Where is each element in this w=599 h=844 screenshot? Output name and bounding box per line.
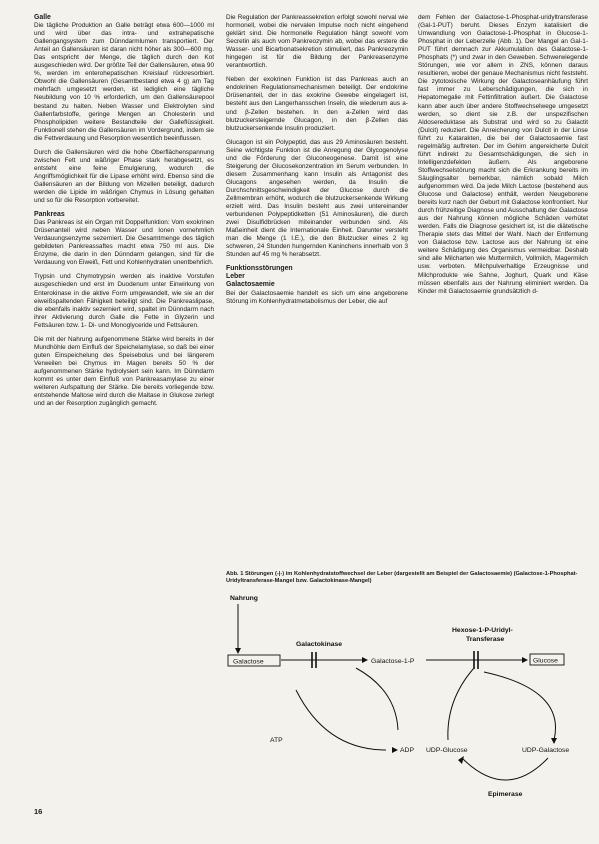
col3-paragraph: dem Fehlen der Galactose-1-Phosphat-uridyltransferase (Gal-1-PUT) beruht. Dieses Enzym katalisiert die Umwandlung von Galactose-1-Phosphat in Glucose-1-Phosphat in der Leberzelle (Abb. 1). Der Mangel an Gal-1-PUT führt demnach zur Akkumulation des Galactose-1-Phosphats (*) und zwar in den Geweben. Schwerwiegende Störungen, wie vor allem in ZNS, können daraus resultieren, wobei der genaue Mechanismus nicht feststeht. Die zytotoxische Wirkung der Galactoseanhäufung führt fast immer zu Leberschädigungen, die sich in Hepatomegalie mit Fettinfiltration äußert. Die Galactose kann aber auch über andere Stoffwechselwege umgesetzt werden, so dient sie z.B. der unspezifischen Aldosereduktase als Substrat und wird so zu Galactit (Dulcit) reduziert. Die Anreicherung von Dulcit in der Linse führt zu Katarakten, die bei der Galactosaemie fast regelmäßig auftreten. Der im Gehirn angereicherte Dulcit führt indirekt zu Gesamtschädigungen, die sich in Intelligenzdefekten äußern. Als angeborene Stoffwechselstörung macht sich die Erkrankung bereits im Säuglingsalter bemerkbar, nämlich sobald Milch aufgenommen wird. Da jede Milch Lactose (bestehend aus Glucose und Galactose) enthält, werden Neugeborene bereits kurz nach der Geburt mit Galactose konfrontiert. Nur durch frühzeitige Diagnose und Ausschaltung der Galactose aus der Nahrung können mögliche Schäden verhütet werden. Falls die Diagnose gesichert ist, ist die diätetische Therapie stets das Mittel der Wahl. Nach der Entfernung von Galactose bzw. Lactose aus der Nahrung ist eine weitere Schädigung des Organismus vermeidbar. Deshalb sind alle Milcharten wie Muttermilch, Vollmilch, Magermilch usw. verboten. Milchpulverhaltige Erzeugnisse und Milchprodukte wie Sahne, Joghurt, Quark und Käse müssen ebenfalls aus der Nahrung eliminiert werden. Da Kinder mit Galactosaemie grundsätzlich d- bbox=[418, 14, 588, 295]
arc-udp-glucose-top bbox=[448, 668, 474, 740]
text-column-1 bbox=[34, 14, 214, 414]
diagram-label-transferase-2: Transferase bbox=[466, 636, 505, 643]
arrowhead-g1p bbox=[362, 657, 368, 663]
diagram-label-udp-galactose: UDP-Galactose bbox=[522, 747, 570, 754]
col1-paragraph: Die mit der Nahrung aufgenommene Stärke wird bereits in der Mundhöhle dem Einfluß der Speichelamylase, so daß bei einer guten Einspeichelung des Speisebolus und bei längerem Verweilen bei Chymus im Magen bereits 50 % der aufgenommenen Stärke hydrolysiert sein kann. Im Dünndarm kommt es unter dem Einfluß von Pankreasamylase zu einer weiteren Aufspaltung der Stärke. Die bereits vorliegende bzw. entstehende Maltose wird durch die Maltase in Glukose zerlegt und an der Resorption zugänglich gemacht. bbox=[34, 335, 214, 408]
diagram-label-galactose-1-p: Galactose-1-P bbox=[371, 658, 415, 665]
arc-upper-left bbox=[356, 668, 398, 730]
arc-atp-adp bbox=[296, 690, 386, 750]
col2-heading: Funktionsstörungen bbox=[226, 265, 293, 273]
col2-paragraph: Bei der Galactosaemie handelt es sich um eine angeborene Störung im Kohlenhydratmetabolismus der Leber, die auf bbox=[226, 289, 408, 305]
col2-paragraph: Neben der exokrinen Funktion ist das Pankreas auch an endokrinen Regulationsmechanismen beteiligt. Der endokrine Drüsenanteil, der in das exokrine Gewebe eingelagert ist, besteht aus den Langerhansschen Inseln, die wiederum aus a- und β-Zellen bestehen. In den a-Zellen wird das blutzuckersteigernde Glucagon, in den β-Zellen das blutzuckersenkende Insulin produziert. bbox=[226, 76, 408, 132]
col1-paragraph: Trypsin und Chymotrypsin werden als inaktive Vorstufen ausgeschieden und erst im Duodenum unter Einwirkung von Enterokinase in die aktive Form umgewandelt, wie sie an der eiweißspaltenden Fähigkeit beteiligt sind. Die Pankreaslipase, die ebenfalls inaktiv sezerniert wird, spaltet im Dünndarm nach ihrer Aktivierung durch Galle die Fette in Glyzerin und Fettsäuren bzw. 1- Di- und Monoglyceride und Fettsäuren. bbox=[34, 273, 214, 329]
arrowhead-udpgal bbox=[551, 738, 557, 744]
arc-epimerase bbox=[462, 758, 548, 780]
diagram-label-atp: ATP bbox=[270, 737, 283, 744]
figure-caption: Abb. 1 Störungen (-|-) im Kohlenhydratstoffwechsel der Leber (dargestellt am Beispiel der Galactosaemie) (Galactose-1-Phosphat-Uridyltransferase-Mangel bzw. Galactokinase-Mangel) bbox=[226, 571, 578, 585]
col2-heading: Galactosaemie bbox=[226, 281, 275, 289]
diagram-label-epimerase: Epimerase bbox=[488, 791, 523, 798]
diagram-label-galactose: Galactose bbox=[233, 658, 264, 666]
arrowhead-adp bbox=[392, 747, 398, 753]
col1-paragraph: Das Pankreas ist ein Organ mit Doppelfunktion: Vom exokrinen Drüsenanteil wird neben Wasser und Ionen vornehmlich Verdauungsenzyme sezerniert. Die Gesamtmenge des täglich gebildeten Pankreassaftes macht etwa 750 ml aus. Die Enzyme, die darin in den Dünndarm gelangen, sind für die Verdauung von Eiweiß, Fett und Kohlenhydraten unentbehrlich. bbox=[34, 219, 214, 267]
diagram-label-nahrung: Nahrung bbox=[230, 595, 258, 602]
text-column-3 bbox=[418, 14, 588, 302]
diagram-label-transferase-1: Hexose-1-P-Uridyl- bbox=[452, 627, 513, 634]
page-number: 16 bbox=[34, 807, 43, 816]
text-column-2 bbox=[226, 14, 408, 312]
col1-heading: Galle bbox=[34, 14, 51, 21]
arc-cycle-right bbox=[484, 672, 556, 740]
col2-paragraph: Die Regulation der Pankreassekretion erfolgt sowohl nerval wie hormonell, wobei die nervalen Impulse noch nicht eingehend geklärt sind. Die hormonelle Regulation hängt sowohl vom Secretin als auch vom Pankreozymin ab, wobei das erstere die Wasser- und Bicarbonatsekretion stimuliert, das Pankreozymin hingegen ist für die Bildung der Pankreasenzyme verantwortlich. bbox=[226, 14, 408, 70]
col2-heading: Leber bbox=[226, 273, 245, 281]
col1-paragraph: Die tägliche Produktion an Galle beträgt etwa 600—1000 ml und wird über das intra- und extrahepatische Gallengangsystem zum Dünndarmlumen transportiert. Der Anteil an Gallensäuren ist daran nicht höher als 300—600 mg. Das entspricht der Menge, die täglich durch den Kot ausgeschieden wird. Der größte Teil der Gallensäuren, etwa 90 %, werden im enterohepatischen Kreislauf rückresorbiert. Obwohl die Gallensäuren (Gesamtbestand etwa 4 g) am Tag mehrfach umgesetzt werden, ist lediglich eine tägliche Neubildung von 10 % erforderlich, um den Gallensäurepool bestand zu halten. Neben Wasser und Elektrolyten sind Gallenfarbstoffe, geringe Mengen an Cholesterin und Phospholipiden weitere Bestandteile der Galleflüssigkeit. Funktionell stehen die Gallensäuren im Vordergrund, indem sie die Fettverdauung und Resorption wesentlich beeinflussen. bbox=[34, 22, 214, 142]
diagram-label-adp: ADP bbox=[400, 747, 414, 754]
arrowhead-nahrung bbox=[235, 648, 241, 654]
col1-heading: Pankreas bbox=[34, 211, 65, 219]
col2-paragraph: Glucagon ist ein Polypeptid, das aus 29 Aminosäuren besteht. Seine wichtigste Funktion ist die Anregung der Glycogenolyse und die Förderung der Gluconeogenese. Damit ist eine Steigerung der Glucosekonzentration im Serum verbunden. In diesem Zusammenhang kann Insulin als Antagonist des Glucagons angesehen werden, da Insulin die Durchschnittsgeschwindigkeit der Glucose durch die Zellmembran erhöht, wodurch die blutzuckersenkende Wirkung erzielt wird. Das Insulin besteht aus zwei untereinander verbundenen Polypeptidketten (51 Aminosäuren), die durch zwei Disulfidbrücken miteinander verbunden sind. Als Maßeinheit dient die Internationale Einheit. Darunter versteht man die Menge (1 I.E.), die den Blutzucker eines 2 kg schweren, 24 Stunden hungernden Kaninchens innerhalb von 3 Stunden auf 45 mg % herabsetzt. bbox=[226, 138, 408, 259]
diagram-label-glucose: Glucose bbox=[533, 657, 558, 665]
col1-paragraph: Durch die Gallensäuren wird die hohe Oberflächenspannung zwischen Fett und wäßriger Phase stark herabgesetzt, es entsteht eine feine Emulgierung, wodurch die Angriffsmöglichkeit für die Lipase erhöht wird. Ebenso sind die Gallensäuren an der Bildung von Mizellen beteiligt, dadurch werden die Lipide im wäßrigen Chymus in Lösung gehalten und so für die Resorption vorbereitet. bbox=[34, 148, 214, 205]
metabolism-diagram bbox=[226, 590, 588, 812]
arrowhead-glucose bbox=[522, 657, 528, 663]
arrowhead-epimerase bbox=[458, 756, 464, 764]
diagram-label-udp-glucose: UDP-Glucose bbox=[426, 747, 468, 754]
diagram-label-galactokinase: Galactokinase bbox=[296, 641, 343, 648]
